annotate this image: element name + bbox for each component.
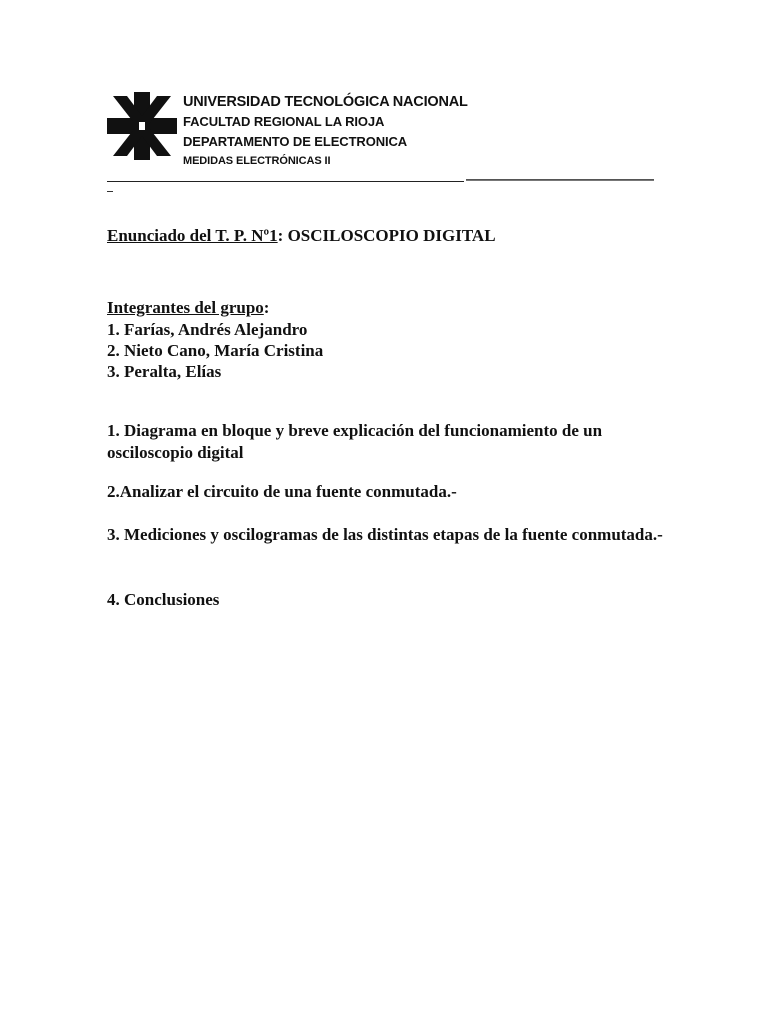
- course-name: MEDIDAS ELECTRÓNICAS II: [183, 155, 331, 167]
- group-member: 1. Farías, Andrés Alejandro: [107, 320, 308, 339]
- group-separator: :: [263, 298, 270, 317]
- assignment-title: [107, 226, 496, 246]
- group-label: Integrantes del grupo: [107, 298, 264, 317]
- task-item: 2.Analizar el circuito de una fuente conmutada.-: [107, 482, 457, 501]
- header-divider: [107, 181, 464, 182]
- group-heading: [107, 298, 269, 318]
- task-item: 3. Mediciones y oscilogramas de las distintas etapas de la fuente conmutada.-: [107, 525, 663, 544]
- header-divider-mark: [107, 191, 113, 192]
- task-item: 1. Diagrama en bloque y breve explicación del funcionamiento de un osciloscopio digital: [107, 421, 603, 462]
- group-member: 3. Peralta, Elías: [107, 362, 222, 381]
- department-name: DEPARTAMENTO DE ELECTRONICA: [183, 134, 408, 149]
- utn-logo-icon: [107, 92, 177, 160]
- assignment-separator: :: [277, 226, 284, 245]
- faculty-name: FACULTAD REGIONAL LA RIOJA: [183, 114, 385, 129]
- task-item: 4. Conclusiones: [107, 590, 220, 609]
- group-member: 2. Nieto Cano, María Cristina: [107, 341, 324, 360]
- assignment-topic: OSCILOSCOPIO DIGITAL: [283, 226, 496, 245]
- header-divider-right: [466, 179, 654, 181]
- university-name: UNIVERSIDAD TECNOLÓGICA NACIONAL: [183, 94, 468, 110]
- assignment-label: Enunciado del T. P. Nº1: [107, 226, 278, 245]
- institution-header: [183, 92, 468, 170]
